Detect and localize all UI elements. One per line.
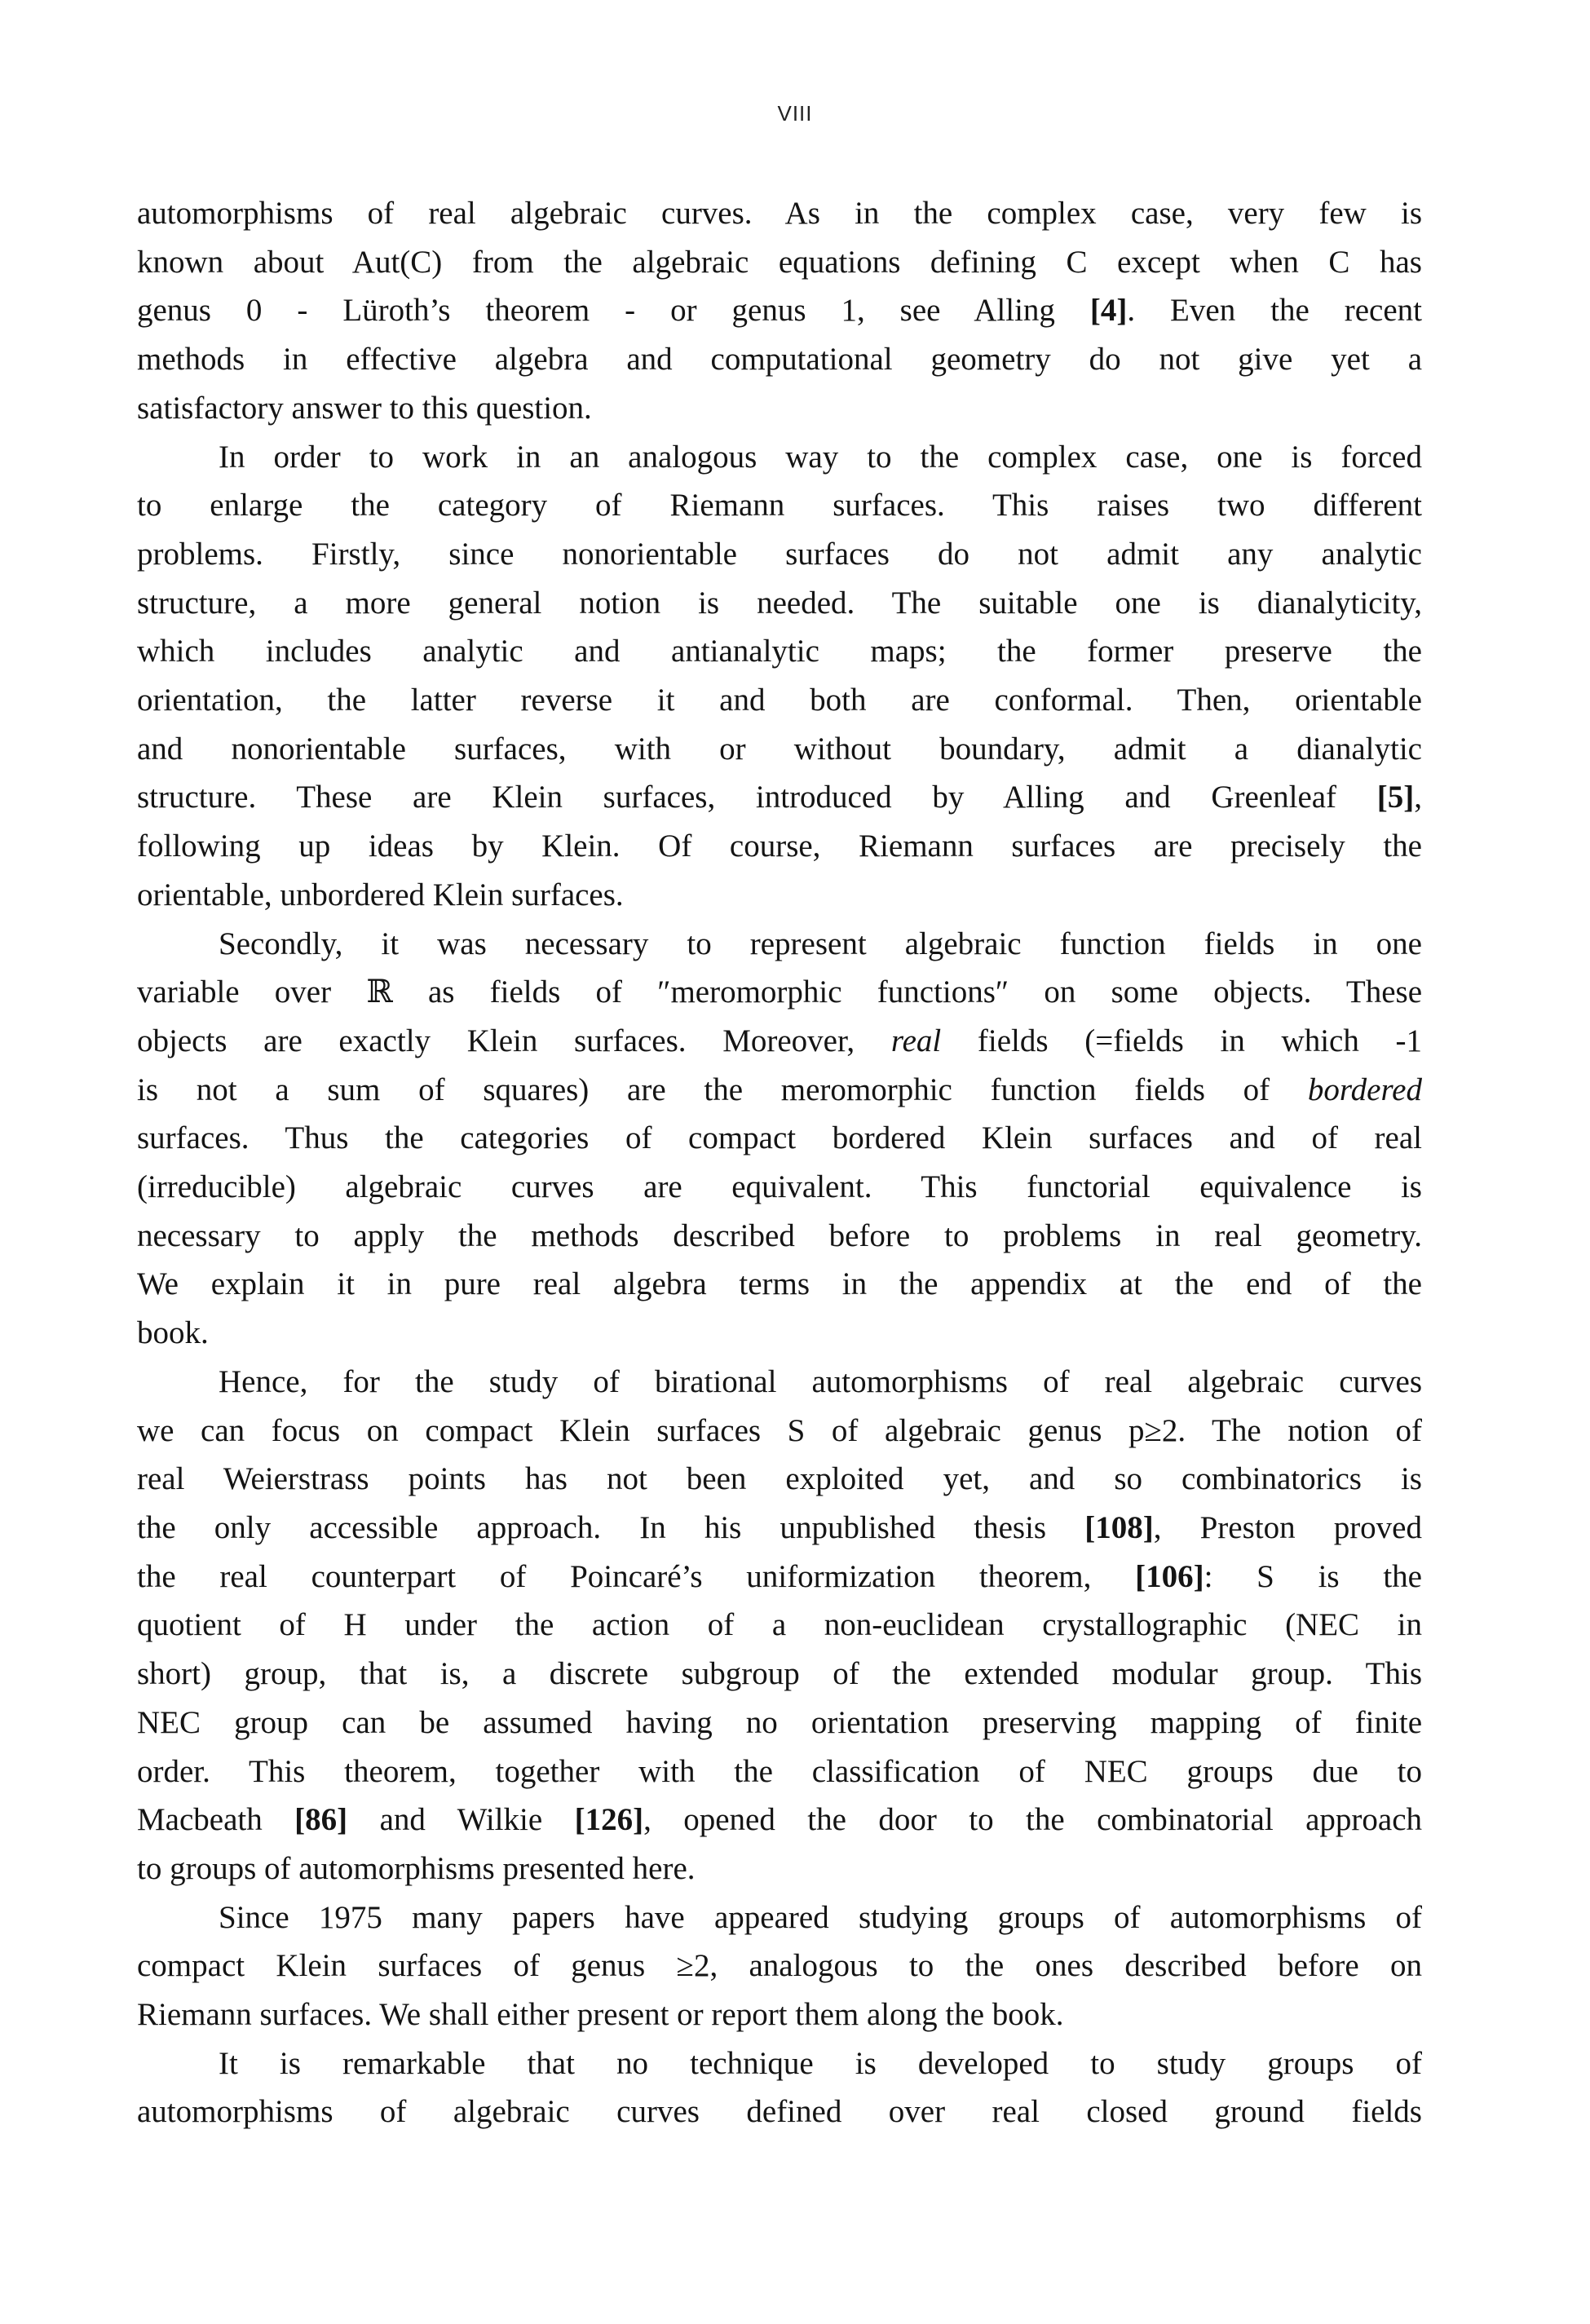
paragraph-3 bbox=[137, 920, 1422, 1358]
text-line: Riemann surfaces. We shall either present or report them along the book. bbox=[137, 1997, 1064, 2033]
citation: [106] bbox=[1135, 1558, 1204, 1594]
text-line: automorphisms of real algebraic curves. As in the complex case, very few is bbox=[137, 196, 1422, 231]
paragraph-5 bbox=[137, 1893, 1422, 2039]
paragraph-1 bbox=[137, 189, 1422, 433]
text-line: and nonorientable surfaces, with or without boundary, admit a dianalytic bbox=[137, 731, 1422, 767]
citation: [4] bbox=[1089, 293, 1128, 329]
text-line: the real counterpart of Poincaré’s uniformization theorem, [106]: S is the bbox=[137, 1558, 1422, 1594]
text-line: orientable, unbordered Klein surfaces. bbox=[137, 877, 624, 912]
text-line: satisfactory answer to this question. bbox=[137, 390, 592, 426]
text-line: methods in effective algebra and computational geometry do not give yet a bbox=[137, 342, 1422, 378]
text-line: real Weierstrass points has not been exploited yet, and so combinatorics is bbox=[137, 1461, 1422, 1497]
text-line: variable over ℝ as fields of ″meromorphic functions″ on some objects. These bbox=[137, 974, 1422, 1010]
text-line: known about Aut(C) from the algebraic equations defining C except when C has bbox=[137, 244, 1422, 280]
text-line: It is remarkable that no technique is developed to study groups of bbox=[219, 2045, 1422, 2081]
emphasis: real bbox=[890, 1023, 942, 1058]
text-line: Macbeath [86] and Wilkie [126], opened the door to the combinatorial approach bbox=[137, 1802, 1422, 1838]
text-line: In order to work in an analogous way to the complex case, one is forced bbox=[219, 439, 1422, 475]
text-line: quotient of H under the action of a non-euclidean crystallographic (NEC in bbox=[137, 1607, 1422, 1643]
text-line: compact Klein surfaces of genus ≥2, analogous to the ones described before on bbox=[137, 1948, 1422, 1984]
paragraph-4 bbox=[137, 1358, 1422, 1893]
text-line: (irreducible) algebraic curves are equivalent. This functorial equivalence is bbox=[137, 1169, 1422, 1205]
text-line: automorphisms of algebraic curves defined over real closed ground fields bbox=[137, 2094, 1422, 2130]
text-line: genus 0 - Lüroth’s theorem - or genus 1, see Alling [4]. Even the recent bbox=[137, 293, 1422, 329]
text-line: order. This theorem, together with the classification of NEC groups due to bbox=[137, 1753, 1422, 1789]
text-line: which includes analytic and antianalytic maps; the former preserve the bbox=[137, 634, 1422, 669]
text-line: to enlarge the category of Riemann surfaces. This raises two different bbox=[137, 488, 1422, 524]
text-line: book. bbox=[137, 1315, 209, 1351]
text-line: problems. Firstly, since nonorientable surfaces do not admit any analytic bbox=[137, 536, 1422, 572]
paragraph-6 bbox=[137, 2039, 1422, 2136]
text-line: Since 1975 many papers have appeared studying groups of automorphisms of bbox=[219, 1899, 1422, 1935]
text-line: Hence, for the study of birational automorphisms of real algebraic curves bbox=[219, 1363, 1422, 1399]
text-line: NEC group can be assumed having no orientation preserving mapping of finite bbox=[137, 1704, 1422, 1740]
citation: [5] bbox=[1376, 780, 1415, 815]
body-text bbox=[137, 189, 1422, 2136]
text-line: Secondly, it was necessary to represent algebraic function fields in one bbox=[219, 926, 1422, 961]
text-line: objects are exactly Klein surfaces. Moreover, real fields (=fields in which -1 bbox=[137, 1023, 1423, 1058]
citation: [126] bbox=[574, 1802, 644, 1838]
emphasis: bordered bbox=[1307, 1071, 1422, 1107]
citation: [86] bbox=[294, 1802, 348, 1838]
text-line: the only accessible approach. In his unpublished thesis [108], Preston proved bbox=[137, 1509, 1422, 1545]
paragraph-2 bbox=[137, 433, 1422, 920]
text-line: structure, a more general notion is needed. The suitable one is dianalyticity, bbox=[137, 585, 1422, 621]
citation: [108] bbox=[1084, 1509, 1154, 1545]
text-line: orientation, the latter reverse it and both are conformal. Then, orientable bbox=[137, 683, 1422, 718]
text-line: following up ideas by Klein. Of course, Riemann surfaces are precisely the bbox=[137, 828, 1422, 864]
text-line: necessary to apply the methods described before to problems in real geometry. bbox=[137, 1217, 1422, 1253]
text-line: structure. These are Klein surfaces, introduced by Alling and Greenleaf [5], bbox=[137, 780, 1422, 815]
text-line: surfaces. Thus the categories of compact bordered Klein surfaces and of real bbox=[137, 1120, 1422, 1156]
text-line: to groups of automorphisms presented here. bbox=[137, 1850, 696, 1886]
page-number: VIII bbox=[777, 101, 813, 126]
text-line: we can focus on compact Klein surfaces S of algebraic genus p≥2. The notion of bbox=[137, 1412, 1422, 1448]
text-line: short) group, that is, a discrete subgroup of the extended modular group. This bbox=[137, 1656, 1422, 1692]
text-line: We explain it in pure real algebra terms in the appendix at the end of the bbox=[137, 1266, 1422, 1302]
text-line: is not a sum of squares) are the meromorphic function fields of bordered bbox=[137, 1071, 1422, 1107]
